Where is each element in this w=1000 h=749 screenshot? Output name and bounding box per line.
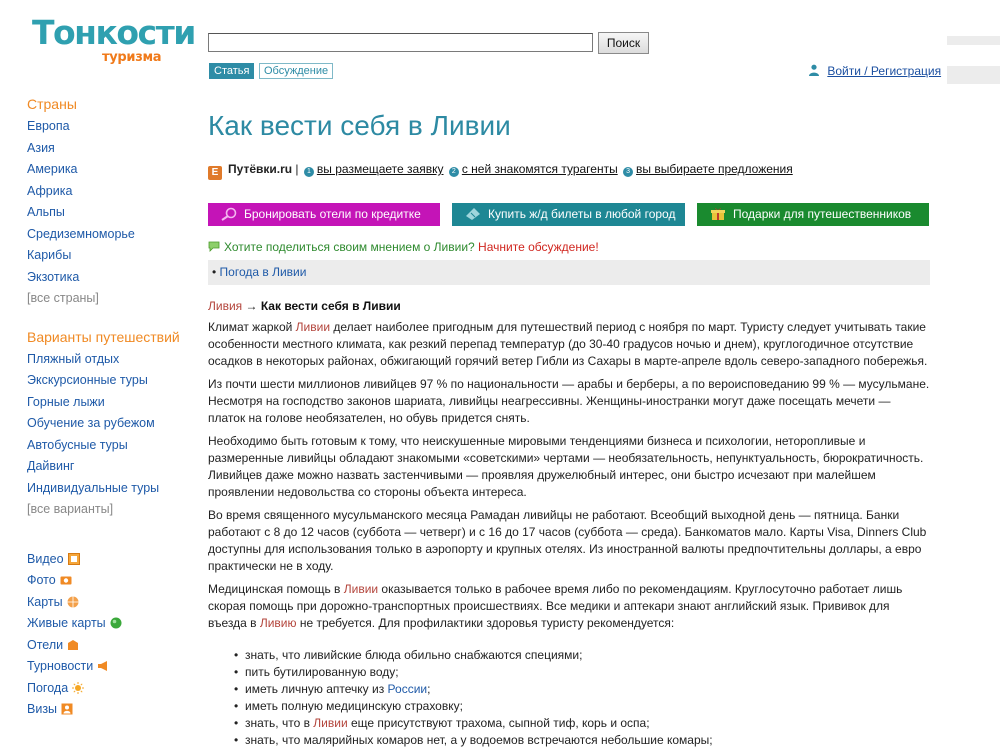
list-item: • иметь личную аптечку из России; <box>234 681 930 698</box>
sidebar-item-label: Погода <box>27 680 69 695</box>
camera-icon <box>60 574 72 586</box>
sidebar-item-video[interactable] <box>27 551 197 573</box>
sidebar-item-exotic[interactable]: Экзотика <box>27 269 80 284</box>
discussion-prompt <box>208 240 599 254</box>
sidebar-item-maps[interactable] <box>27 594 197 616</box>
article-paragraph: Во время священного мусульманского месяца Рамадан ливийцы не работают. Всеобщий выходной день — пятница. Банки работают с 8 до 12 часов (суббота — четверг) и с 16 до 17 часов (суббота — среда). Банкоматов мало. Карты Visa, Dinners Club доступны для использования только в аэропорту и крупных отелях. Из иностранной валюты предпочтительны доллары, а евро практически не в ходу. <box>208 508 927 573</box>
sidebar-item-individual[interactable]: Индивидуальные туры <box>27 480 160 495</box>
ticket-icon <box>464 207 482 221</box>
user-icon <box>808 64 820 76</box>
weather-box <box>208 260 930 285</box>
speech-bubble-icon <box>208 241 220 252</box>
gifts-button[interactable] <box>697 203 929 226</box>
sidebar-item-label: Фото <box>27 573 56 587</box>
article-paragraph: Медицинская помощь в Ливии оказывается только в рабочее время либо по рекомендациям. Круглосуточно работает лишь скорая помощь при дорожно-транспортных происшествиях. Все медики и аптекари знают английский язык. Прививок для въезда в Ливию не требуется. Для профилактики здоровья туристу рекомендуется: <box>208 582 903 630</box>
libya-link[interactable]: Ливии <box>295 320 331 334</box>
promo-step-1[interactable]: вы размещаете заявку <box>316 162 444 176</box>
sidebar-item-label: Отели <box>27 637 64 652</box>
buy-rail-tickets-label: Купить ж/д билеты в любой город <box>488 207 676 221</box>
hotel-icon <box>67 639 79 651</box>
libya-link[interactable]: Ливии <box>343 582 379 596</box>
globe-icon <box>67 596 79 608</box>
breadcrumb-current: Как вести себя в Ливии <box>260 299 401 313</box>
page-title: Как вести себя в Ливии <box>208 110 511 141</box>
sidebar-item-hotels[interactable] <box>27 637 197 659</box>
login-label: Войти / Регистрация <box>827 64 942 78</box>
breadcrumb <box>208 299 401 313</box>
search-input[interactable] <box>208 33 593 52</box>
sidebar <box>27 96 197 723</box>
sidebar-item-excursions[interactable]: Экскурсионные туры <box>27 373 148 387</box>
magnifier-icon <box>220 207 238 221</box>
sidebar-item-africa[interactable]: Африка <box>27 183 73 198</box>
logo-subtext: туризма <box>102 50 162 65</box>
sun-icon <box>72 682 84 694</box>
article-body <box>208 319 930 749</box>
promo-step-2[interactable]: с ней знакомятся турагенты <box>461 162 618 176</box>
step-two-icon: 2 <box>449 167 459 177</box>
list-item: • знать, что ливийские блюда обильно снабжаются специями; <box>234 647 930 664</box>
search-button[interactable]: Поиск <box>598 32 649 54</box>
gift-icon <box>709 207 727 221</box>
sidebar-item-live-maps[interactable] <box>27 615 197 637</box>
health-tips-list <box>234 647 930 749</box>
promo-brand[interactable]: Путёвки.ru <box>228 162 293 176</box>
sidebar-item-diving[interactable]: Дайвинг <box>27 459 75 473</box>
list-item: • знать, что в Ливии еще присутствуют трахома, сыпной тиф, корь и оспа; <box>234 715 930 732</box>
book-hotels-label: Бронировать отели по кредитке <box>244 207 421 221</box>
breadcrumb-arrow: → <box>242 299 261 313</box>
visa-icon <box>61 703 73 715</box>
list-item: • иметь полную медицинскую страховку; <box>234 698 930 715</box>
step-one-icon: 1 <box>304 167 314 177</box>
sidebar-item-label: Видео <box>27 551 64 566</box>
live-map-icon <box>110 617 122 629</box>
login-link[interactable] <box>808 64 941 78</box>
sidebar-item-mediterranean[interactable]: Средиземноморье <box>27 226 135 241</box>
weather-bullet: • <box>212 265 217 279</box>
libya-link[interactable]: Ливию <box>259 616 297 630</box>
site-logo[interactable] <box>32 13 195 70</box>
sidebar-item-caribbean[interactable]: Карибы <box>27 248 72 262</box>
side-strip-top <box>947 36 1000 45</box>
promo-line <box>208 162 793 180</box>
tab-discussion[interactable]: Обсуждение <box>259 63 333 79</box>
list-item: • знать, что малярийных комаров нет, а у водоемов встречаются небольшие комары; <box>234 732 930 749</box>
weather-link[interactable]: Погода в Ливии <box>219 265 307 279</box>
russia-link[interactable]: России <box>387 682 428 696</box>
sidebar-item-photo[interactable] <box>27 572 197 594</box>
sidebar-item-europe[interactable]: Европа <box>27 119 70 133</box>
gifts-label: Подарки для путешественников <box>733 207 912 221</box>
side-strip-bottom <box>947 66 1000 84</box>
sidebar-item-beach[interactable]: Пляжный отдых <box>27 351 120 366</box>
sidebar-item-bus[interactable]: Автобусные туры <box>27 437 128 452</box>
logo-text: Тонкости <box>32 13 195 52</box>
sidebar-item-ski[interactable]: Горные лыжи <box>27 394 105 409</box>
list-item: • пить бутилированную воду; <box>234 664 930 681</box>
sidebar-head-variants: Варианты путешествий <box>27 328 180 345</box>
video-icon <box>68 553 80 565</box>
putevki-logo-icon[interactable]: Е <box>208 166 222 180</box>
megaphone-icon <box>97 660 109 672</box>
breadcrumb-libya[interactable]: Ливия <box>208 299 243 313</box>
libya-link[interactable]: Ливии <box>313 716 348 730</box>
sidebar-item-label: Визы <box>27 702 58 716</box>
book-hotels-button[interactable] <box>208 203 440 226</box>
step-three-icon: 3 <box>623 167 633 177</box>
article-paragraph: Из почти шести миллионов ливийцев 97 % по национальности — арабы и берберы, а по вероисповеданию 99 % — мусульмане. Несмотря на господство законов шариата, ливийцы неагрессивны. Женщины-иностранки могут даже посещать мечети — платок на голове необязателен, но обувь придется снять. <box>208 377 930 425</box>
tab-article[interactable]: Статья <box>209 63 254 79</box>
sidebar-item-visas[interactable] <box>27 701 197 723</box>
article-paragraph: Необходимо быть готовым к тому, что неискушенные мировыми тенденциями бизнеса и психологии, неторопливые и размеренные ливийцы обладают знакомыми «советскими» чертами — необязательность, непунктуальность, бюрократичность. Ливийцев даже можно назвать застенчивыми — проявляя дружелюбный интерес, они быстро исчезают при малейшем проявлении недовольства со стороны объекта интереса. <box>208 434 924 499</box>
sidebar-item-alps[interactable]: Альпы <box>27 205 65 219</box>
sidebar-head-countries: Страны <box>27 96 77 112</box>
sidebar-item-study[interactable]: Обучение за рубежом <box>27 416 155 430</box>
sidebar-all-variants[interactable]: [все варианты] <box>27 502 114 516</box>
promo-sep: | <box>292 162 302 176</box>
sidebar-item-label: Живые карты <box>27 616 106 630</box>
sidebar-item-label: Карты <box>27 594 63 609</box>
sidebar-item-asia[interactable]: Азия <box>27 140 55 155</box>
buy-rail-tickets-button[interactable] <box>452 203 685 226</box>
start-discussion-link[interactable]: Начните обсуждение! <box>478 240 599 254</box>
article-paragraph: Климат жаркой Ливии делает наиболее пригодным для путешествий период с ноября по март. Туристу следует учитывать такие особенности местного климата, как резкий перепад температур (до 30-40 градусов ночью и днем), круглогодичное отсутствие осадков в некоторых районах, обжигающий горячий ветер Гибли из Сахары в марте-апреле вдоль северо-западного побережья. <box>208 320 928 368</box>
sidebar-item-tournews[interactable] <box>27 658 197 680</box>
sidebar-all-countries[interactable]: [все страны] <box>27 291 99 305</box>
discussion-question: Хотите поделиться своим мнением о Ливии? <box>224 240 475 254</box>
sidebar-item-weather[interactable] <box>27 680 197 702</box>
sidebar-item-america[interactable]: Америка <box>27 162 78 176</box>
promo-step-3[interactable]: вы выбираете предложения <box>636 162 793 176</box>
sidebar-item-label: Турновости <box>27 659 94 673</box>
